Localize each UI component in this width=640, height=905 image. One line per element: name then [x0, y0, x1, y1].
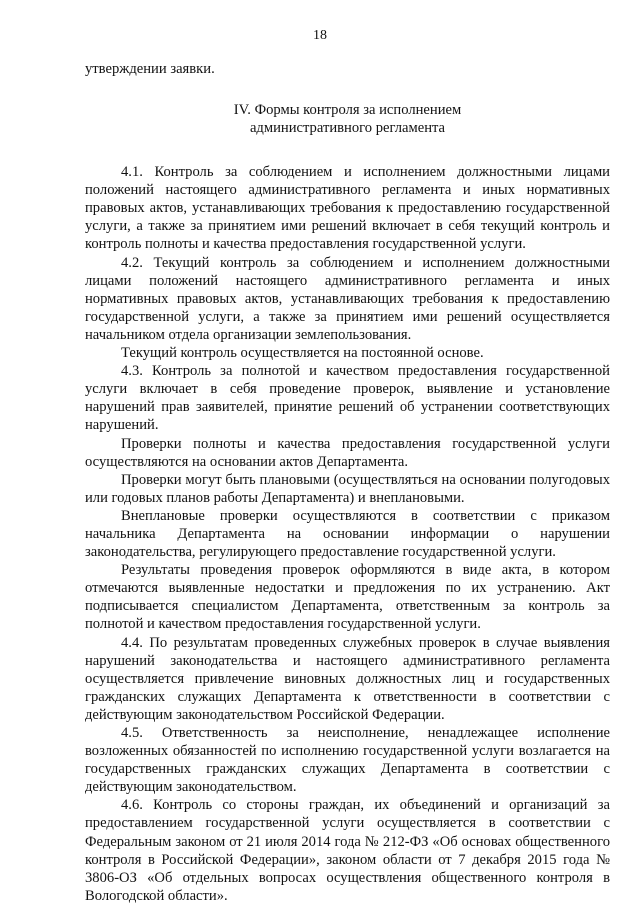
- continuation-text: утверждении заявки.: [85, 61, 215, 77]
- paragraph-checks-types: Проверки могут быть плановыми (осуществляться на основании полугодовых или годовых планов работы Департамента) и внеплановыми.: [85, 471, 610, 506]
- paragraph-4-4: 4.4. По результатам проведенных служебных проверок в случае выявления нарушений законодательства и настоящего административного регламента осуществляется привлечение виновных должностных лиц и государственных гражданских служащих Департамента к ответственности в соответствии с действующим законодательством Российской Федерации.: [85, 634, 610, 723]
- paragraph-4-6: 4.6. Контроль со стороны граждан, их объединений и организаций за предоставлением государственной услуги осуществляется в соответствии с Федеральным законом от 21 июля 2014 года № 212-ФЗ «Об основах общественного контроля в Российской Федерации», законом области от 7 декабря 2015 года № 3806-ОЗ «Об отдельных вопросах осуществления общественного контроля в Вологодской области».: [85, 797, 610, 904]
- section-heading-line-2: административного регламента: [249, 120, 446, 137]
- section-heading: [85, 101, 610, 137]
- paragraph-4-5: 4.5. Ответственность за неисполнение, ненадлежащее исполнение возложенных обязанностей по исполнению государственной услуги возлагается на государственных гражданских служащих Департамента в соответствии с действующим законодательством.: [85, 725, 610, 796]
- paragraph-unscheduled-checks: Внеплановые проверки осуществляются в соответствии с приказом начальника Департамента на основании информации о нарушении законодательства, регулирующего предоставление государственной услуги.: [85, 507, 610, 561]
- paragraph-checks-basis: Проверки полноты и качества предоставления государственной услуги осуществляются на основании актов Департамента.: [85, 435, 610, 470]
- page-number: 18: [313, 28, 327, 43]
- paragraph-4-1: 4.1. Контроль за соблюдением и исполнением должностными лицами положений настоящего административного регламента и иных нормативных правовых актов, устанавливающих требования к предоставлению государственной услуги, а также за принятием ими решений включает в себя текущий контроль и контроль полноты и качества предоставления государственной услуги.: [85, 164, 610, 253]
- paragraph-check-results: Результаты проведения проверок оформляются в виде акта, в котором отмечаются выявленные недостатки и предложения по их устранению. Акт подписывается специалистом Департамента, ответственным за контроль за полнотой и качеством предоставления государственной услуги.: [85, 562, 610, 633]
- section-heading-line-1: IV. Формы контроля за исполнением: [233, 102, 462, 119]
- paragraph-current-control: Текущий контроль осуществляется на постоянной основе.: [121, 345, 484, 362]
- document-body: [85, 60, 610, 905]
- paragraph-4-2: 4.2. Текущий контроль за соблюдением и исполнением должностными лицами положений настоящего административного регламента и иных нормативных правовых актов, устанавливающих требования к предоставлению государственной услуги, а также за принятием ими решений осуществляется начальником отдела организации землепользования.: [85, 254, 610, 343]
- paragraph-4-3: 4.3. Контроль за полнотой и качеством предоставления государственной услуги включает в себя проведение проверок, выявление и установление нарушений прав заявителей, принятие решений об устранении соответствующих нарушений.: [85, 363, 610, 434]
